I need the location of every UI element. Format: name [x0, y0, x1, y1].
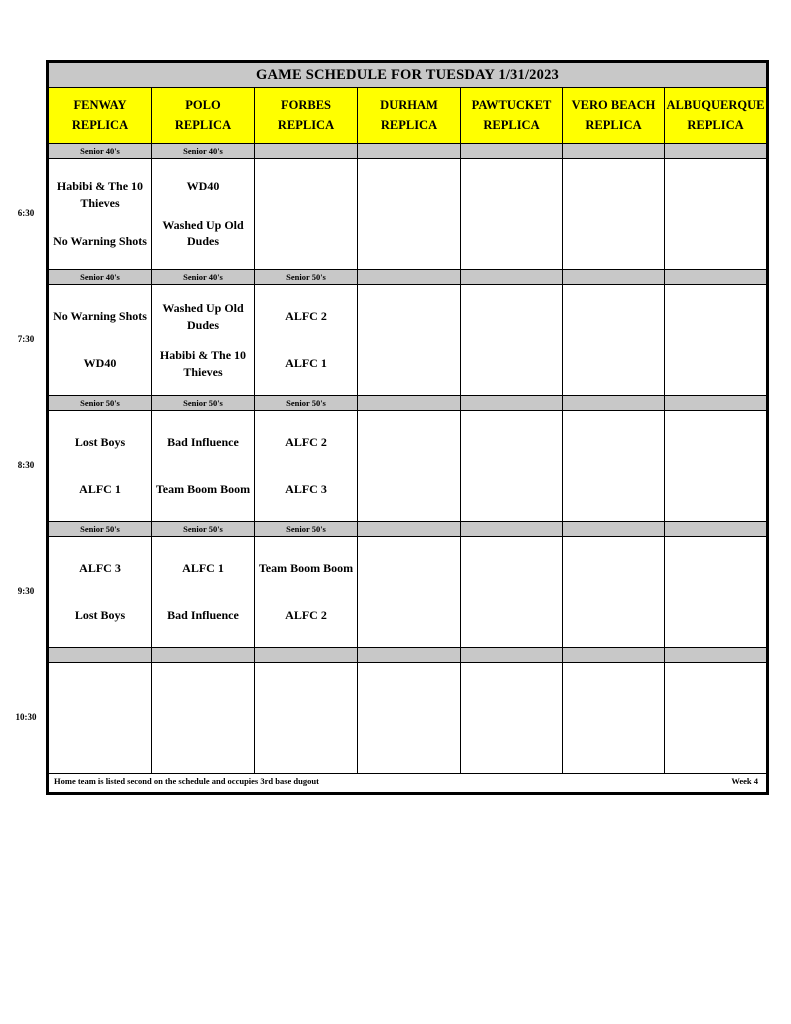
- footer-cell: [49, 774, 767, 793]
- away-team: WD40: [186, 179, 220, 194]
- game-cell[interactable]: [17, 537, 152, 648]
- division-label: [461, 396, 563, 411]
- field-name: VERO BEACH: [571, 98, 656, 113]
- game-cell[interactable]: [461, 537, 563, 648]
- time-label: 6:30: [17, 208, 35, 218]
- division-label: [358, 270, 461, 285]
- time-slot-row-1: [49, 159, 767, 270]
- division-label: [665, 522, 767, 537]
- away-team: ALFC 2: [285, 435, 327, 450]
- week-label: Week 4: [731, 776, 759, 786]
- field-header-row: [49, 88, 767, 144]
- field-name: ALBUQUERQUE: [666, 98, 765, 113]
- game-matchup: [49, 537, 151, 647]
- home-team: Habibi & The 10 Thieves: [159, 348, 247, 379]
- time-label: 8:30: [17, 460, 35, 470]
- game-cell[interactable]: [17, 411, 152, 522]
- time-label: 9:30: [17, 586, 35, 596]
- game-cell[interactable]: [152, 411, 255, 522]
- home-team: Team Boom Boom: [155, 482, 251, 497]
- away-team: Washed Up Old Dudes: [162, 301, 244, 332]
- home-team: WD40: [83, 356, 117, 371]
- game-cell[interactable]: [563, 537, 665, 648]
- away-team: ALFC 1: [182, 561, 224, 576]
- game-cell[interactable]: [461, 411, 563, 522]
- field-name: FORBES: [280, 98, 331, 113]
- field-header-6: [563, 88, 665, 144]
- division-label: Senior 40's: [49, 144, 152, 159]
- division-label: [358, 144, 461, 159]
- time-slot-row-5: [49, 663, 767, 774]
- division-label: Senior 40's: [152, 144, 255, 159]
- division-label: Senior 50's: [152, 522, 255, 537]
- division-label: [563, 396, 665, 411]
- away-team: Team Boom Boom: [258, 561, 354, 576]
- home-team: No Warning Shots: [53, 234, 147, 249]
- division-label: [563, 144, 665, 159]
- game-matchup: [461, 663, 562, 773]
- away-team: ALFC 2: [285, 309, 327, 324]
- division-label: [358, 648, 461, 663]
- division-row-1: [49, 144, 767, 159]
- division-label: [461, 648, 563, 663]
- home-team: Washed Up Old Dudes: [162, 218, 244, 249]
- game-cell[interactable]: [255, 537, 358, 648]
- game-cell[interactable]: [358, 285, 461, 396]
- game-matchup: [358, 663, 460, 773]
- game-cell[interactable]: [358, 537, 461, 648]
- game-cell[interactable]: [358, 411, 461, 522]
- division-label: Senior 50's: [255, 522, 358, 537]
- field-header-4: [358, 88, 461, 144]
- schedule-container: [15, 62, 766, 793]
- field-name: DURHAM: [380, 98, 438, 113]
- game-cell[interactable]: [461, 663, 563, 774]
- division-label: Senior 50's: [49, 396, 152, 411]
- game-matchup: [665, 411, 766, 521]
- division-label: [49, 648, 152, 663]
- time-slot-row-4: [49, 537, 767, 648]
- home-team: Lost Boys: [74, 608, 126, 623]
- division-label: [152, 648, 255, 663]
- field-header-2: [152, 88, 255, 144]
- division-label: [563, 270, 665, 285]
- division-label: [358, 522, 461, 537]
- game-matchup: [461, 537, 562, 647]
- division-label: [665, 396, 767, 411]
- field-header-7: [665, 88, 767, 144]
- home-team: ALFC 1: [285, 356, 327, 371]
- home-team: ALFC 2: [285, 608, 327, 623]
- field-sub: REPLICA: [174, 117, 232, 132]
- game-matchup: [255, 159, 357, 269]
- away-team: No Warning Shots: [53, 309, 147, 324]
- division-row-4: [49, 522, 767, 537]
- time-slot-row-3: [49, 411, 767, 522]
- game-cell[interactable]: [255, 663, 358, 774]
- game-cell[interactable]: [563, 285, 665, 396]
- division-label: [358, 396, 461, 411]
- game-matchup: [665, 285, 766, 395]
- game-cell[interactable]: [665, 285, 767, 396]
- field-sub: REPLICA: [380, 117, 438, 132]
- division-row-5: [49, 648, 767, 663]
- field-header-3: [255, 88, 358, 144]
- division-label: [461, 144, 563, 159]
- game-matchup: [665, 663, 766, 773]
- game-cell[interactable]: [17, 285, 152, 396]
- division-label: Senior 50's: [152, 396, 255, 411]
- game-matchup: [563, 411, 664, 521]
- game-cell[interactable]: [152, 285, 255, 396]
- division-label: [563, 522, 665, 537]
- away-team: ALFC 3: [79, 561, 121, 576]
- division-label: [255, 144, 358, 159]
- schedule-title: GAME SCHEDULE FOR TUESDAY 1/31/2023: [49, 63, 767, 88]
- game-cell[interactable]: [665, 537, 767, 648]
- game-matchup: [461, 285, 562, 395]
- game-matchup: [461, 159, 562, 269]
- game-matchup: [563, 159, 664, 269]
- game-cell[interactable]: [563, 663, 665, 774]
- game-matchup: [152, 663, 254, 773]
- division-label: [461, 270, 563, 285]
- game-matchup: [152, 537, 254, 647]
- away-team: Lost Boys: [74, 435, 126, 450]
- time-slot-row-2: [49, 285, 767, 396]
- division-row-3: [49, 396, 767, 411]
- game-matchup: [358, 285, 460, 395]
- game-matchup: [461, 411, 562, 521]
- game-matchup: [152, 159, 254, 269]
- field-name: PAWTUCKET: [471, 98, 552, 113]
- game-cell[interactable]: [15, 663, 152, 774]
- game-cell[interactable]: [563, 159, 665, 270]
- game-matchup: [255, 537, 357, 647]
- game-cell[interactable]: [255, 285, 358, 396]
- division-label: [461, 522, 563, 537]
- division-label: Senior 40's: [49, 270, 152, 285]
- field-sub: REPLICA: [483, 117, 540, 132]
- game-matchup: [49, 411, 151, 521]
- field-name: FENWAY: [73, 98, 127, 113]
- game-matchup: [255, 411, 357, 521]
- field-sub: REPLICA: [277, 117, 335, 132]
- schedule-table: [15, 62, 767, 793]
- game-matchup: [255, 285, 357, 395]
- division-label: Senior 50's: [255, 396, 358, 411]
- division-label: [255, 648, 358, 663]
- game-cell[interactable]: [665, 159, 767, 270]
- game-cell[interactable]: [461, 159, 563, 270]
- game-matchup: [665, 537, 766, 647]
- field-header-1: [49, 88, 152, 144]
- home-team: ALFC 3: [285, 482, 327, 497]
- game-matchup: [49, 159, 151, 269]
- game-cell[interactable]: [461, 285, 563, 396]
- division-label: Senior 50's: [49, 522, 152, 537]
- game-matchup: [152, 411, 254, 521]
- footer-row: [49, 774, 767, 793]
- game-cell[interactable]: [152, 537, 255, 648]
- field-sub: REPLICA: [585, 117, 642, 132]
- game-matchup: [358, 159, 460, 269]
- field-sub: REPLICA: [687, 117, 744, 132]
- time-label: 10:30: [15, 712, 37, 722]
- footer-note: Home team is listed second on the schedule and occupies 3rd base dugout: [54, 776, 319, 786]
- game-cell[interactable]: [255, 411, 358, 522]
- field-sub: REPLICA: [71, 117, 129, 132]
- home-team: ALFC 1: [79, 482, 121, 497]
- game-matchup: [49, 663, 151, 773]
- game-matchup: [358, 411, 460, 521]
- game-matchup: [152, 285, 254, 395]
- away-team: Habibi & The 10 Thieves: [56, 179, 144, 210]
- game-matchup: [358, 537, 460, 647]
- division-label: [665, 270, 767, 285]
- division-label: [563, 648, 665, 663]
- division-label: [665, 648, 767, 663]
- game-cell[interactable]: [255, 159, 358, 270]
- division-label: Senior 40's: [152, 270, 255, 285]
- division-label: Senior 50's: [255, 270, 358, 285]
- game-matchup: [563, 537, 664, 647]
- game-matchup: [665, 159, 766, 269]
- game-cell[interactable]: [17, 159, 152, 270]
- away-team: Bad Influence: [167, 435, 239, 450]
- field-name: POLO: [185, 98, 221, 113]
- game-cell[interactable]: [665, 663, 767, 774]
- game-cell[interactable]: [358, 663, 461, 774]
- game-cell[interactable]: [563, 411, 665, 522]
- time-label: 7:30: [17, 334, 35, 344]
- division-label: [665, 144, 767, 159]
- title-row: [49, 63, 767, 88]
- field-header-5: [461, 88, 563, 144]
- game-matchup: [49, 285, 151, 395]
- game-cell[interactable]: [152, 663, 255, 774]
- game-matchup: [563, 663, 664, 773]
- game-cell[interactable]: [152, 159, 255, 270]
- game-cell[interactable]: [358, 159, 461, 270]
- game-matchup: [563, 285, 664, 395]
- division-row-2: [49, 270, 767, 285]
- game-matchup: [255, 663, 357, 773]
- game-cell[interactable]: [665, 411, 767, 522]
- home-team: Bad Influence: [167, 608, 239, 623]
